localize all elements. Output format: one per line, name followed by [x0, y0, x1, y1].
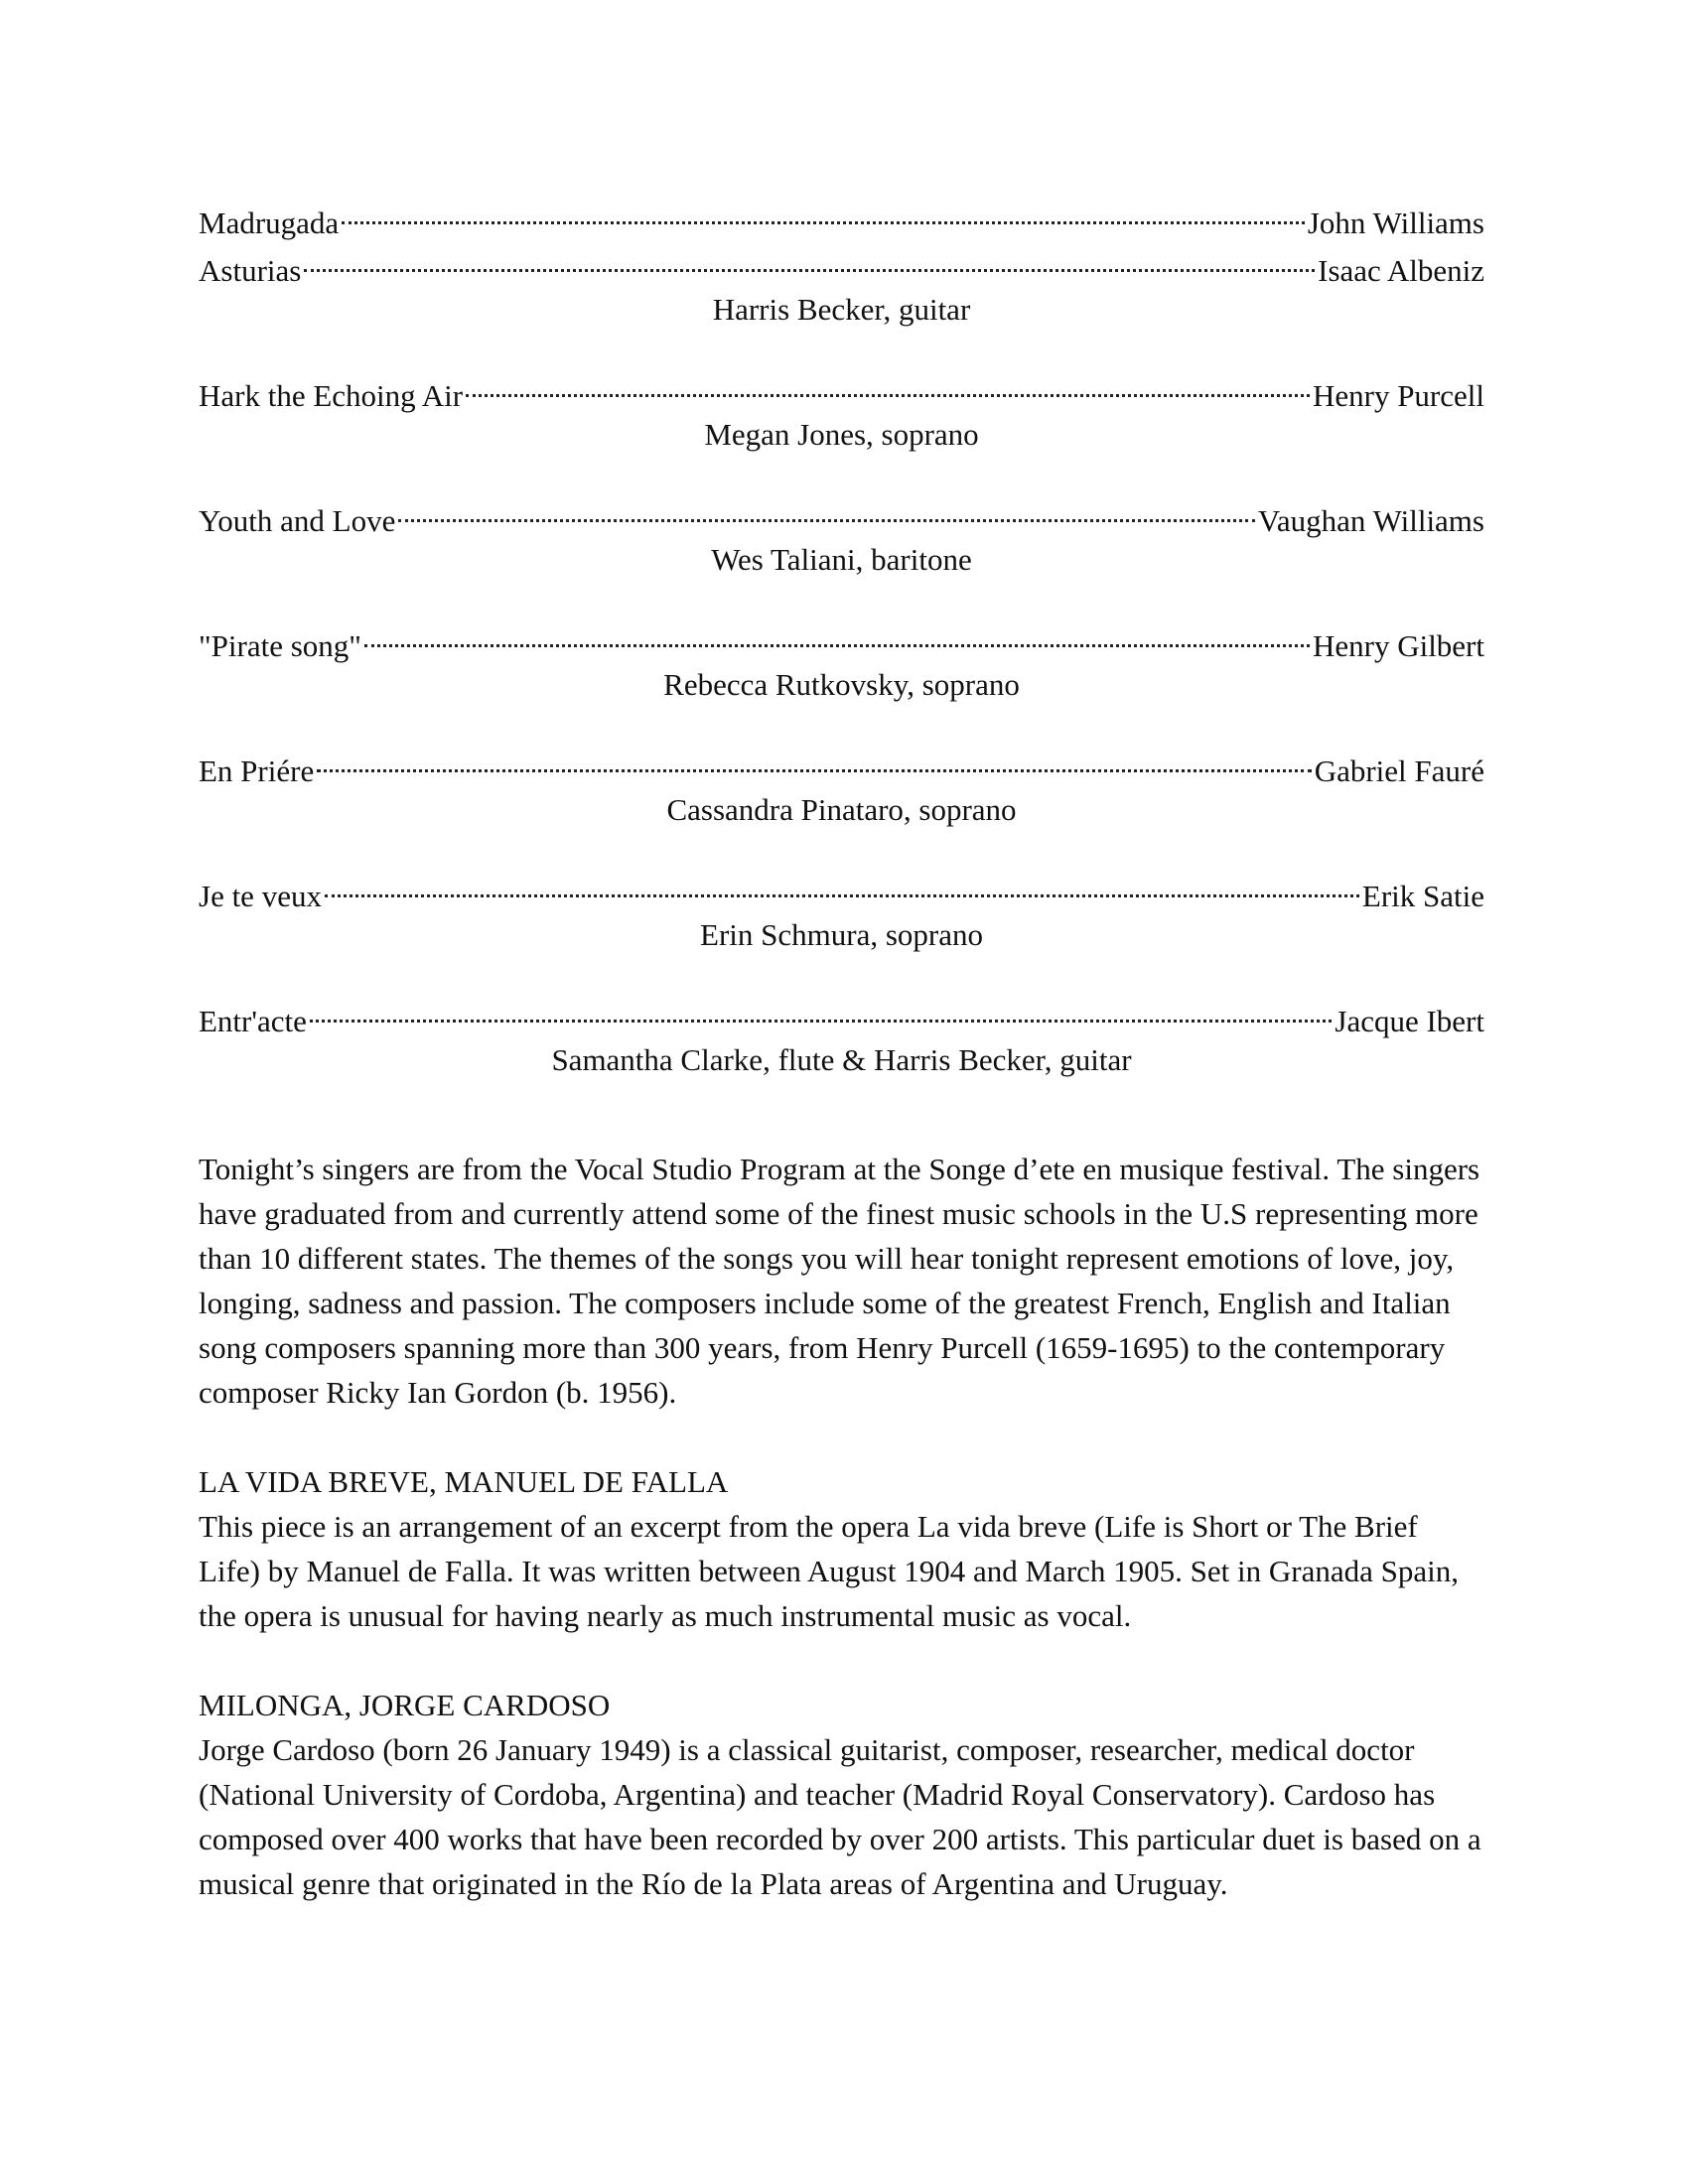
dot-leader	[466, 367, 1310, 406]
composer-name: Henry Gilbert	[1312, 628, 1484, 663]
performer-credit: Megan Jones, soprano	[704, 417, 979, 452]
performer-credit: Samantha Clarke, flute & Harris Becker, guitar	[551, 1042, 1132, 1077]
dot-leader	[304, 242, 1315, 281]
composer-name: Henry Purcell	[1312, 378, 1484, 413]
performer-credit: Erin Schmura, soprano	[700, 917, 983, 952]
program-entry	[199, 367, 1484, 454]
composer-name: Jacque Ibert	[1335, 1004, 1484, 1038]
note-section	[199, 1459, 1484, 1638]
composer-name: Erik Satie	[1361, 879, 1484, 913]
piece-line	[199, 743, 1484, 790]
dot-leader	[364, 617, 1310, 656]
performer-credit: Wes Taliani, baritone	[711, 542, 972, 577]
piece-line	[199, 868, 1484, 915]
piece-title: Madrugada	[199, 205, 340, 240]
note-section	[199, 1683, 1484, 1906]
document-page	[199, 195, 1484, 1951]
piece-line	[199, 367, 1484, 415]
dot-leader	[317, 743, 1311, 781]
piece-line	[199, 242, 1484, 290]
section-body: Jorge Cardoso (born 26 January 1949) is a classical guitarist, composer, researcher, medical doctor (National University of Cordoba, Argentina) and teacher (Madrid Royal Conservatory). Cardoso has composed over 400 works that have been recorded by over 200 artists. This particular duet is based on a musical genre that originated in the Río de la Plata areas of Argentina and Uruguay.	[199, 1732, 1481, 1901]
program-entry	[199, 195, 1484, 329]
piece-title: Asturias	[199, 253, 302, 288]
composer-name: Isaac Albeniz	[1318, 253, 1484, 288]
intro-paragraph: Tonight’s singers are from the Vocal Studio Program at the Songe d’ete en musique festival. The singers have graduated from and currently attend some of the finest music schools in the U.S representing more than 10 different states. The themes of the songs you will hear tonight represent emotions of love, joy, longing, sadness and passion. The composers include some of the greatest French, English and Italian song composers spanning more than 300 years, from Henry Purcell (1659-1695) to the contemporary composer Ricky Ian Gordon (b. 1956).	[199, 1152, 1480, 1410]
program-list	[199, 195, 1484, 1079]
piece-line	[199, 195, 1484, 242]
piece-title: Youth and Love	[199, 503, 396, 538]
program-entry	[199, 743, 1484, 829]
program-entry	[199, 492, 1484, 579]
dot-leader	[310, 993, 1333, 1031]
piece-line	[199, 617, 1484, 665]
performer-credit: Rebecca Rutkovsky, soprano	[663, 667, 1020, 702]
performer-credit: Cassandra Pinataro, soprano	[666, 792, 1017, 827]
composer-name: Gabriel Fauré	[1314, 753, 1484, 788]
composer-name: John Williams	[1307, 205, 1484, 240]
piece-title: "Pirate song"	[199, 628, 361, 663]
dot-leader	[325, 868, 1359, 906]
piece-title: En Priére	[199, 753, 315, 788]
piece-line	[199, 993, 1484, 1040]
dot-leader	[342, 195, 1305, 233]
piece-title: Entr'acte	[199, 1004, 307, 1038]
section-heading: LA VIDA BREVE, MANUEL DE FALLA	[199, 1464, 729, 1499]
composer-name: Vaughan Williams	[1257, 503, 1484, 538]
section-heading: MILONGA, JORGE CARDOSO	[199, 1688, 611, 1722]
dot-leader	[398, 492, 1255, 531]
program-entry	[199, 993, 1484, 1079]
performer-credit: Harris Becker, guitar	[712, 292, 971, 327]
program-entry	[199, 617, 1484, 704]
program-entry	[199, 868, 1484, 954]
program-notes	[199, 1147, 1484, 1906]
piece-title: Hark the Echoing Air	[199, 378, 464, 413]
piece-line	[199, 492, 1484, 540]
section-body: This piece is an arrangement of an excerpt from the opera La vida breve (Life is Short or The Brief Life) by Manuel de Falla. It was written between August 1904 and March 1905. Set in Granada Spain, the opera is unusual for having nearly as much instrumental music as vocal.	[199, 1509, 1459, 1633]
piece-title: Je te veux	[199, 879, 322, 913]
